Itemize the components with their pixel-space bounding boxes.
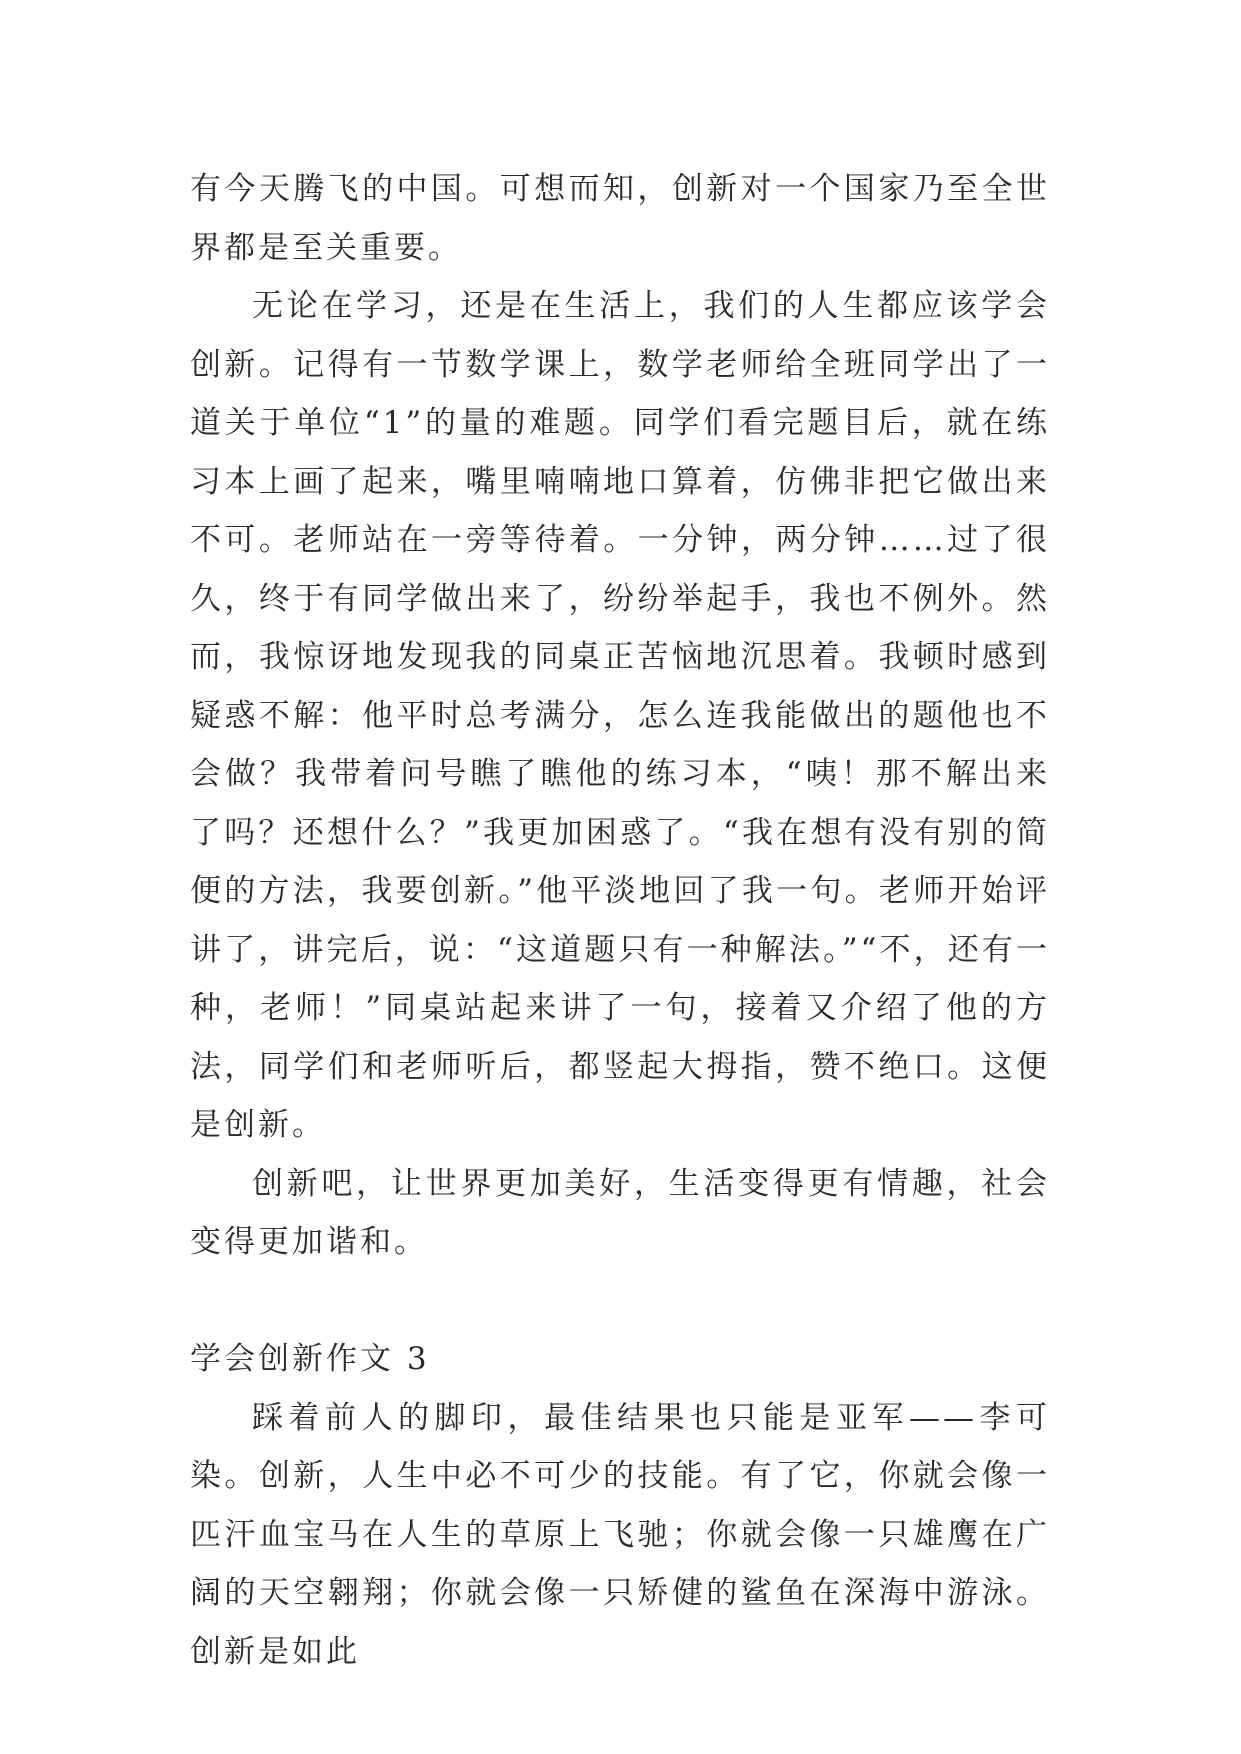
paragraph-section-opening: 踩着前人的脚印，最佳结果也只能是亚军——李可染。创新，人生中必不可少的技能。有了它，你就会像一匹汗血宝马在人生的草原上飞驰；你就会像一只雄鹰在广阔的天空翱翔；你就会像一只矫健的鲨鱼在深海中游泳。创新是如此 (190, 1399, 1050, 1670)
section-title: 学会创新作文 3 (190, 1341, 430, 1377)
paragraph-spacer (190, 1272, 1050, 1331)
document-body (190, 160, 1050, 1681)
paragraph-conclusion: 创新吧，让世界更加美好，生活变得更有情趣，社会变得更加谐和。 (190, 1165, 1050, 1260)
paragraph-continuation: 有今天腾飞的中国。可想而知，创新对一个国家乃至全世界都是至关重要。 (190, 171, 1050, 266)
paragraph-math-class-story: 无论在学习，还是在生活上，我们的人生都应该学会创新。记得有一节数学课上，数学老师给全班同学出了一道关于单位“1”的量的难题。同学们看完题目后，就在练习本上画了起来，嘴里喃喃地口算着，仿佛非把它做出来不可。老师站在一旁等待着。一分钟，两分钟……过了很久，终于有同学做出来了，纷纷举起手，我也不例外。然而，我惊讶地发现我的同桌正苦恼地沉思着。我顿时感到疑惑不解：他平时总考满分，怎么连我能做出的题他也不会做？我带着问号瞧了瞧他的练习本，“咦！那不解出来了吗？还想什么？”我更加困惑了。“我在想有没有别的简便的方法，我要创新。”他平淡地回了我一句。老师开始评讲了，讲完后，说：“这道题只有一种解法。”“不，还有一种，老师！”同桌站起来讲了一句，接着又介绍了他的方法，同学们和老师听后，都竖起大拇指，赞不绝口。这便是创新。 (190, 288, 1050, 1143)
